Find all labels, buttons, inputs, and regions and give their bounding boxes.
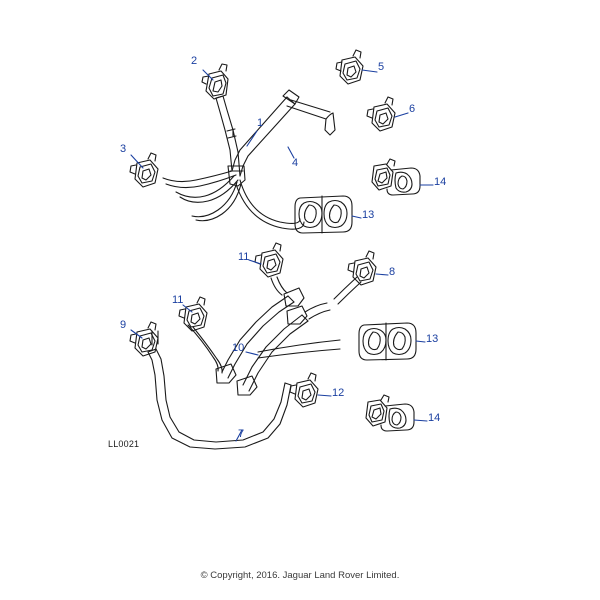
clamp-item-12 — [290, 373, 318, 407]
upper-branch-to-clamp2 — [216, 96, 240, 176]
drawing-code: LL0021 — [108, 439, 140, 449]
bracket-clip-item-14-lower — [366, 395, 414, 431]
clamp-item-6 — [367, 97, 395, 131]
leader-5 — [362, 70, 377, 72]
callout-8: 8 — [389, 266, 396, 278]
leader-14b — [414, 420, 427, 421]
lower-main-hose-item-7 — [148, 349, 291, 449]
leader-10 — [246, 352, 258, 355]
upper-main-pipe — [232, 90, 335, 176]
dual-clip-item-13-lower — [359, 323, 416, 360]
leader-8 — [376, 274, 388, 275]
callout-13b: 13 — [426, 333, 439, 345]
clamp-item-11-a — [255, 243, 283, 277]
callout-10: 10 — [232, 342, 245, 354]
callout-13a: 13 — [362, 209, 375, 221]
leader-12 — [318, 395, 331, 396]
callout-11b: 11 — [172, 294, 184, 306]
callout-12: 12 — [332, 387, 345, 399]
leader-6 — [395, 113, 408, 117]
callout-6: 6 — [409, 103, 416, 115]
leader-1 — [247, 131, 257, 146]
lower-junction-blocks — [216, 288, 307, 395]
callout-3: 3 — [120, 143, 127, 155]
callout-1: 1 — [257, 117, 264, 129]
leader-13a — [352, 216, 361, 218]
leader-13b — [416, 341, 425, 342]
callout-11a: 11 — [238, 251, 250, 263]
callout-14a: 14 — [434, 176, 447, 188]
callout-9: 9 — [120, 319, 127, 331]
callout-14b: 14 — [428, 412, 441, 424]
callout-5: 5 — [378, 61, 385, 73]
callout-2: 2 — [191, 55, 198, 67]
dual-clip-item-13-upper — [295, 196, 352, 233]
clamp-item-8 — [348, 251, 376, 285]
clamp-item-5 — [336, 50, 363, 84]
callout-7: 7 — [238, 428, 245, 440]
callout-4: 4 — [292, 157, 299, 169]
lower-branch-hose-item-10 — [222, 296, 294, 378]
clamp-item-2 — [202, 64, 228, 99]
upper-long-hose — [236, 180, 304, 229]
lower-hose-fan — [152, 277, 361, 373]
clamp-item-9 — [130, 322, 158, 356]
bracket-clip-item-14-upper — [372, 159, 420, 195]
copyright-notice: © Copyright, 2016. Jaguar Land Rover Limited. — [200, 570, 400, 581]
